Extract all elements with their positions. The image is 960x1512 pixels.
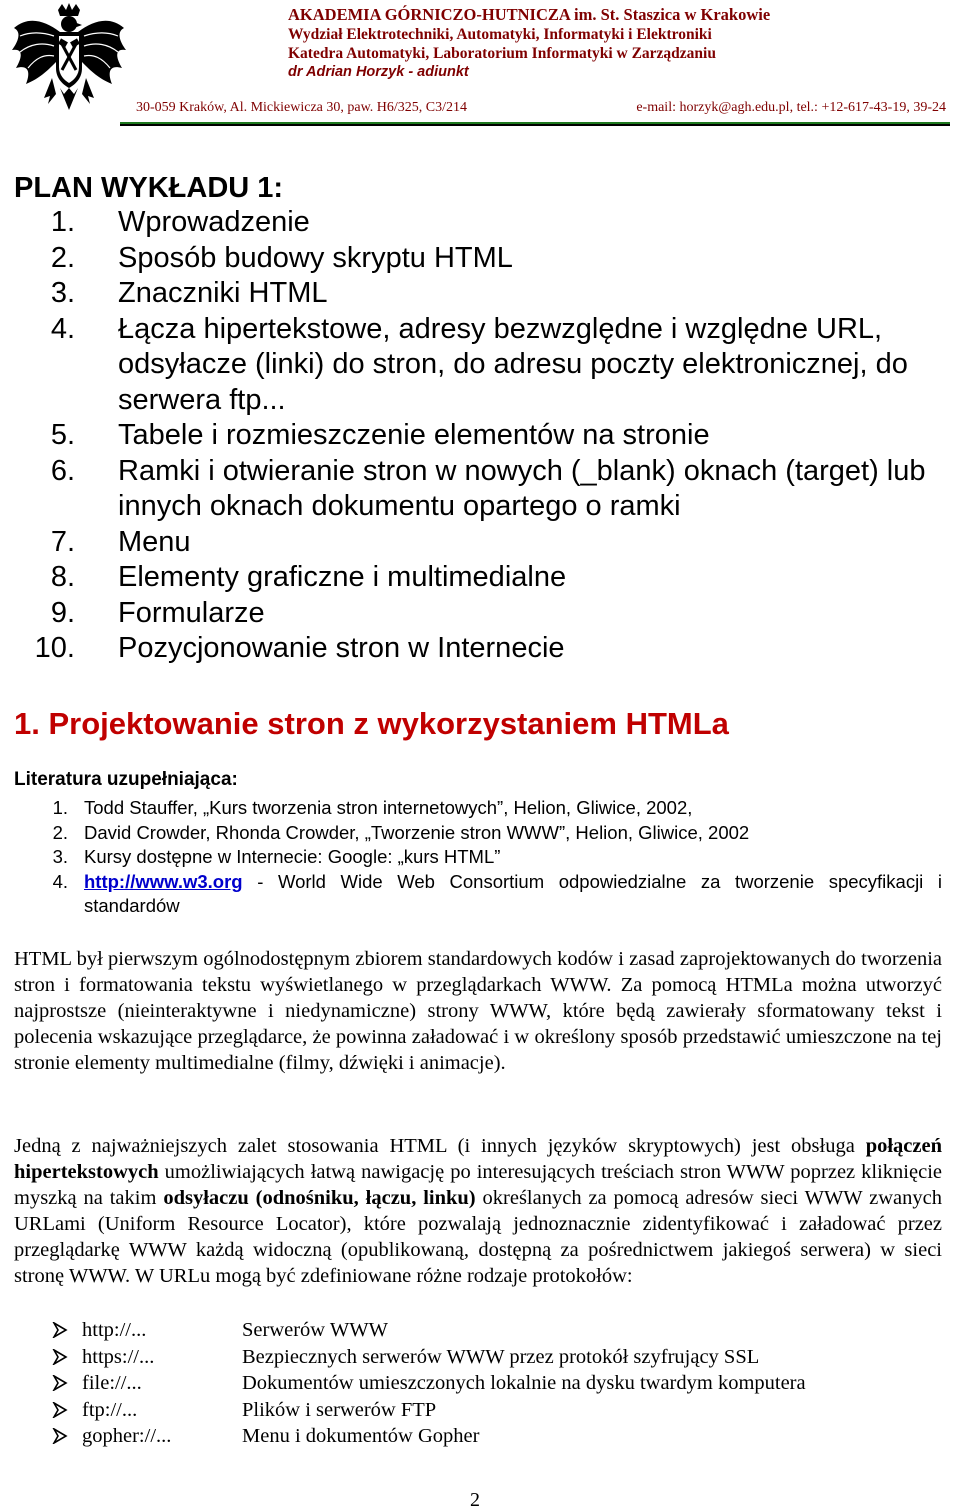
plan-item <box>0 596 960 632</box>
protocol-scheme: http://... <box>82 1319 147 1341</box>
protocol-item <box>0 1317 960 1344</box>
paragraph-text: Jedną z najważniejszych zalet stosowania HTML (i innych języków skryptowych) jest obsługa <box>14 1135 866 1157</box>
plan-item-text: Pozycjonowanie stron w Internecie <box>118 632 565 664</box>
literature-item-text: Kursy dostępne w Internecie: Google: „kurs HTML” <box>84 846 501 867</box>
arrowhead-bullet-icon <box>52 1375 68 1391</box>
plan-item-text: Ramki i otwieranie stron w nowych (_blank) oknach (target) lub innych oknach dokumentu opartego o ramki <box>118 454 926 522</box>
protocol-list <box>0 1317 960 1450</box>
plan-item-number: 10. <box>34 632 75 664</box>
protocol-scheme: ftp://... <box>82 1398 138 1421</box>
plan-item <box>0 312 960 419</box>
plan-item-number: 8. <box>50 561 75 593</box>
plan-item <box>0 454 960 525</box>
contact-info: e-mail: horzyk@agh.edu.pl, tel.: +12-617-43-19, 39-24 <box>636 100 946 115</box>
protocol-item <box>0 1344 960 1371</box>
plan-item-number: 3. <box>50 277 75 309</box>
protocol-scheme: file://... <box>82 1372 142 1395</box>
literature-item-number: 4. <box>52 870 68 892</box>
protocol-item <box>0 1370 960 1397</box>
protocol-description: Dokumentów umieszczonych lokalnie na dysku twardym komputera <box>242 1372 806 1395</box>
arrowhead-bullet-icon <box>52 1322 68 1338</box>
plan-title: PLAN WYKŁADU 1: <box>14 172 284 204</box>
university-name: AKADEMIA GÓRNICZO-HUTNICZA im. St. Staszica w Krakowie <box>288 5 771 24</box>
plan-item-text: Znaczniki HTML <box>118 277 328 309</box>
literature-title: Literatura uzupełniająca: <box>14 769 238 790</box>
protocol-item <box>0 1397 960 1424</box>
plan-item <box>0 560 960 596</box>
protocol-description: Bezpiecznych serwerów WWW przez protokół szyfrujący SSL <box>242 1345 760 1368</box>
section-title: 1. Projektowanie stron z wykorzystaniem HTMLa <box>14 706 729 741</box>
plan-item-number: 5. <box>50 419 75 451</box>
plan-item <box>0 631 960 667</box>
arrowhead-bullet-icon <box>52 1428 68 1444</box>
arrowhead-bullet-icon <box>52 1402 68 1418</box>
protocol-item <box>0 1423 960 1450</box>
intro-paragraph: HTML był pierwszym ogólnodostępnym zbiorem standardowych kodów i zasad zaprojektowanych do tworzenia stron i formatowania tekstu wyświetlanego w przeglądarkach WWW. Za pomocą HTMLa można utworzyć najprostsze (nieinteraktywne i niedynamiczne) strony WWW, które będą zawierały sformatowany tekst i polecenia wskazujące przeglądarce, że powinna załadować i w określony sposób przedstawić umieszczone na tej stronie elementy multimedialne (filmy, dźwięki i animacje). <box>14 948 942 1075</box>
department-name: Katedra Automatyki, Laboratorium Informatyki w Zarządzaniu <box>288 45 716 62</box>
plan-item-number: 2. <box>50 241 75 274</box>
protocol-description: Serwerów WWW <box>242 1319 388 1341</box>
literature-item-text: David Crowder, Rhonda Crowder, „Tworzenie stron WWW”, Helion, Gliwice, 2002 <box>84 821 750 843</box>
paragraph-text: określanych za pomocą adresów sieci WWW zwanych URLami (Uniform Resource Locator), które pozwalają jednoznacznie zidentyfikować i załadować przez przeglądarkę WWW każdą widoczną (opublikowaną, dostępną za pośrednictwem jakiegoś serwera) w sieci stronę WWW. W URLu mogą być zdefiniowane różne rodzaje protokołów: <box>14 1187 943 1288</box>
paragraph-bold-text: odsyłaczu (odnośniku, łączu, linku) <box>163 1187 476 1210</box>
plan-item-text: Menu <box>118 525 191 558</box>
page-number: 2 <box>470 1489 480 1511</box>
institution-block <box>288 5 928 82</box>
paragraph-text: umożliwiających łatwą nawigację po interesujących treściach stron WWW poprzez kliknięcie myszką na takim <box>14 1161 942 1210</box>
plan-item-number: 7. <box>50 525 75 558</box>
literature-item-number: 3. <box>52 846 68 867</box>
literature-item-number: 2. <box>52 821 68 843</box>
protocol-description: Plików i serwerów FTP <box>242 1398 437 1421</box>
w3c-link[interactable]: http://www.w3.org <box>84 870 243 892</box>
faculty-name: Wydział Elektrotechniki, Automatyki, Informatyki i Elektroniki <box>288 26 712 43</box>
plan-item-text: Sposób budowy skryptu HTML <box>118 241 513 274</box>
protocol-scheme: gopher://... <box>82 1425 172 1448</box>
agh-eagle-emblem-icon <box>8 2 130 120</box>
plan-list <box>0 205 960 667</box>
plan-item <box>0 205 960 241</box>
literature-item <box>0 845 960 870</box>
plan-item-text: Wprowadzenie <box>118 206 310 238</box>
plan-item-number: 1. <box>50 206 75 238</box>
plan-item <box>0 241 960 277</box>
hypertext-paragraph <box>14 1133 942 1290</box>
protocol-scheme: https://... <box>82 1345 155 1368</box>
postal-address: 30-059 Kraków, Al. Mickiewicza 30, paw. H6/325, C3/214 <box>136 100 468 115</box>
literature-item-number: 1. <box>52 797 68 818</box>
literature-list <box>0 796 960 919</box>
plan-item <box>0 418 960 454</box>
literature-item <box>0 796 960 821</box>
plan-item-text: Elementy graficzne i multimedialne <box>118 561 567 593</box>
paragraph-bold-text: połączeń hipertekstowych <box>14 1135 942 1184</box>
literature-item-text: Todd Stauffer, „Kurs tworzenia stron internetowych”, Helion, Gliwice, 2002, <box>84 797 693 818</box>
plan-item-number: 4. <box>50 312 75 345</box>
arrowhead-bullet-icon <box>52 1349 68 1365</box>
plan-item-number: 9. <box>50 596 75 629</box>
header-stripe-black <box>120 124 950 126</box>
plan-item <box>0 525 960 561</box>
plan-item <box>0 276 960 312</box>
literature-item <box>0 821 960 846</box>
plan-item-text: Tabele i rozmieszczenie elementów na stronie <box>118 419 710 451</box>
author-name: dr Adrian Horzyk - adiunkt <box>288 64 469 80</box>
plan-item-text: Formularze <box>118 596 265 629</box>
literature-item <box>0 870 960 919</box>
protocol-description: Menu i dokumentów Gopher <box>242 1425 480 1448</box>
plan-item-text: Łącza hipertekstowe, adresy bezwzględne i względne URL, odsyłacze (linki) do stron, do adresu poczty elektronicznej, do serwera ftp... <box>118 312 908 416</box>
literature-item-text: - World Wide Web Consortium odpowiedzialne za tworzenie specyfikacji i standardów <box>84 870 942 916</box>
plan-item-number: 6. <box>50 454 75 487</box>
